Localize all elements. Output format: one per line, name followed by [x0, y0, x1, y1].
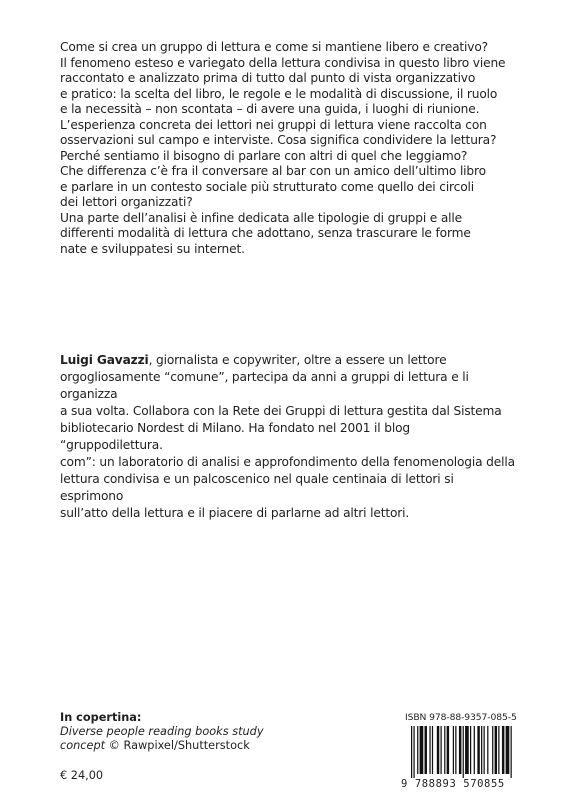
blurb-text [60, 40, 515, 257]
barcode-bar [506, 726, 510, 774]
cover-image-title: Diverse people reading books study [60, 725, 264, 738]
cover-image-credit: © Rawpixel/Shutterstock [105, 739, 250, 752]
barcode-bar [437, 726, 439, 774]
author-bio [60, 352, 515, 522]
blurb-line: Una parte dell’analisi è infine dedicata alle tipologie di gruppi e alle [60, 210, 462, 225]
blurb-line: Il fenomeno esteso e variegato della lettura condivisa in questo libro viene [60, 55, 506, 70]
barcode-bar [432, 726, 433, 774]
isbn-text: ISBN 978-88-9357-085-5 [405, 712, 517, 723]
barcode-bar [453, 726, 454, 774]
bio-first-line-rest: , giornalista e copywriter, oltre a essere un lettore [148, 353, 447, 367]
blurb-line: Che differenza c’è fra il conversare al bar con un amico dell’ultimo libro [60, 164, 486, 178]
barcode-bar [498, 726, 499, 774]
barcode-bar [444, 726, 445, 774]
barcode-bar [495, 726, 497, 774]
barcode-bar [440, 726, 441, 774]
barcode-bar [447, 726, 449, 774]
bio-line: bibliotecario Nordest di Milano. Ha fondato nel 2001 il blog “gruppodilettura. [60, 421, 410, 452]
blurb-line: nate e sviluppatesi su internet. [60, 241, 245, 256]
cover-credits [60, 711, 340, 753]
barcode-bar [470, 726, 471, 774]
bio-line [60, 352, 515, 369]
barcode-bar [463, 726, 464, 778]
barcode-bar [465, 726, 469, 774]
barcode-bar [511, 726, 512, 778]
isbn-barcode [401, 712, 517, 795]
barcode-bar [425, 726, 427, 774]
blurb-line: differenti modalità di lettura che adottano, senza trascurare le forme [60, 226, 471, 240]
bio-line: sull’atto della lettura e il piacere di parlarne ad altri lettori. [60, 506, 410, 520]
barcode-bar [474, 726, 475, 774]
barcode-bar [455, 726, 456, 774]
barcode-bar [492, 726, 493, 774]
barcode-bar [420, 726, 424, 774]
barcode-bar [417, 726, 418, 774]
blurb-line: L’esperienza concreta dei lettori nei gruppi di lettura viene raccolta con [60, 117, 487, 132]
bio-line: com”: un laboratorio di analisi e approfondimento della fenomenologia della [60, 455, 515, 469]
barcode-bars [411, 726, 513, 778]
blurb-line: e la necessità – non scontata – di avere una guida, i luoghi di riunione. [60, 102, 480, 116]
blurb-line: raccontato e analizzato prima di tutto dal punto di vista organizzativo [60, 71, 476, 85]
barcode-bar [481, 726, 482, 774]
cover-credits-label: In copertina: [60, 711, 142, 724]
blurb-line: osservazioni sul campo e interviste. Cosa significa condividere la lettura? [60, 133, 497, 147]
barcode-bar [459, 726, 461, 774]
blurb-line: dei lettori organizzati? [60, 195, 193, 209]
barcode-bar [487, 726, 488, 774]
blurb-line: e pratico: la scelta del libro, le regole e le modalità di discussione, il ruolo [60, 86, 498, 101]
bio-line: orgogliosamente “comune”, partecipa da anni a gruppi di lettura e li organizza [60, 370, 469, 401]
bio-line: a sua volta. Collabora con la Rete dei Gruppi di lettura gestita dal Sistema [60, 404, 502, 418]
barcode-bar [502, 726, 504, 774]
blurb-line: e parlare in un contesto sociale più strutturato come quello dei circoli [60, 179, 474, 194]
barcode-number: 9 788893 570855 [401, 778, 505, 790]
barcode-bar [411, 726, 412, 778]
barcode-bar [429, 726, 430, 774]
author-name: Luigi Gavazzi [60, 353, 149, 367]
barcode-bar [484, 726, 485, 774]
barcode-bar [477, 726, 479, 774]
blurb-line: Perché sentiamo il bisogno di parlare con altri di quel che leggiamo? [60, 148, 468, 163]
bio-line: lettura condivisa e un palcoscenico nel quale centinaia di lettori si esprimono [60, 472, 454, 503]
price: € 24,00 [60, 769, 104, 782]
barcode-bar [413, 726, 414, 778]
cover-image-title-cont: concept [60, 739, 106, 752]
blurb-line: Come si crea un gruppo di lettura e come si mantiene libero e creativo? [60, 40, 488, 54]
